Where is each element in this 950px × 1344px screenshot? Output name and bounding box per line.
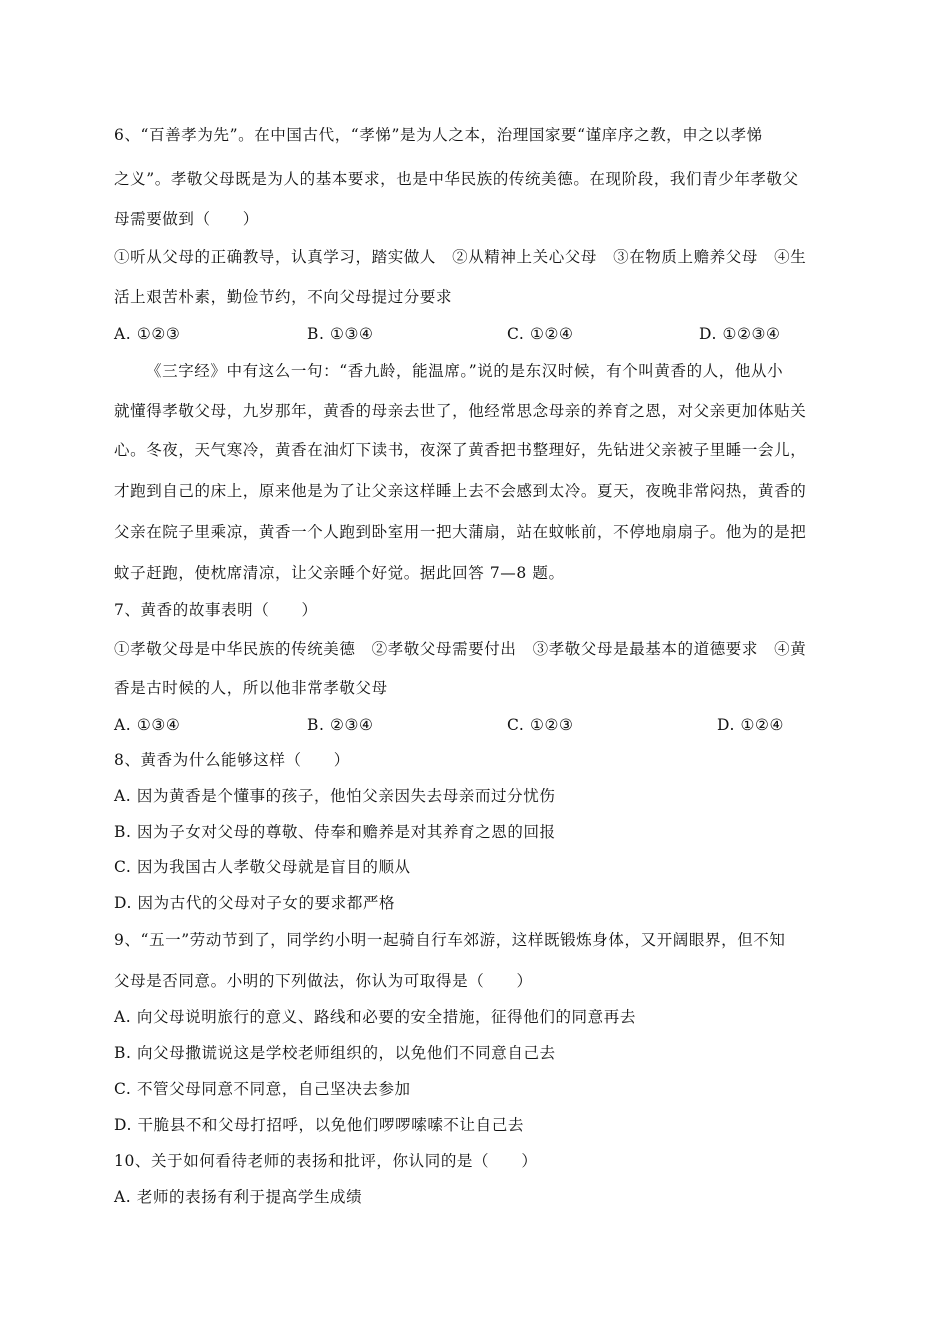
q9-option-a: A. 向父母说明旅行的意义、路线和必要的安全措施，征得他们的同意再去 [114, 1008, 636, 1026]
q9-option-b: B. 向父母撒谎说这是学校老师组织的，以免他们不同意自己去 [114, 1044, 556, 1062]
passage-line-1: 《三字经》中有这么一句：“香九龄，能温席。”说的是东汉时候，有个叫黄香的人，他从小 [146, 362, 784, 380]
q6-stem-line-3: 母需要做到（ ） [114, 210, 259, 228]
q10-option-a: A. 老师的表扬有利于提高学生成绩 [114, 1188, 363, 1206]
q8-option-d: D. 因为古代的父母对子女的要求都严格 [114, 894, 396, 912]
passage-line-3: 心。冬夜，天气寒冷，黄香在油灯下读书，夜深了黄香把书整理好，先钻进父亲被子里睡一会儿， [114, 441, 807, 459]
passage-line-5: 父亲在院子里乘凉，黄香一个人跑到卧室用一把大蒲扇，站在蚊帐前，不停地扇扇子。他为的是把 [114, 523, 807, 541]
q6-option-b: B. ①③④ [307, 325, 374, 343]
passage-line-6: 蚊子赶跑，使枕席清凉，让父亲睡个好觉。据此回答 7—8 题。 [114, 564, 565, 582]
q8-option-b: B. 因为子女对父母的尊敬、侍奉和赡养是对其养育之恩的回报 [114, 823, 556, 841]
q7-option-b: B. ②③④ [307, 716, 374, 734]
q9-option-c: C. 不管父母同意不同意，自己坚决去参加 [114, 1080, 411, 1098]
q6-option-a: A. ①②③ [114, 325, 181, 343]
q8-option-a: A. 因为黄香是个懂事的孩子，他怕父亲因失去母亲而过分忧伤 [114, 787, 556, 805]
q8-stem: 8、黄香为什么能够这样（ ） [114, 751, 350, 769]
q7-option-c: C. ①②③ [507, 716, 574, 734]
q8-option-c: C. 因为我国古人孝敬父母就是盲目的顺从 [114, 858, 411, 876]
q9-stem-line-2: 父母是否同意。小明的下列做法，你认为可取得是（ ） [114, 972, 533, 990]
q6-statements-line-1: ①听从父母的正确教导，认真学习，踏实做人 ②从精神上关心父母 ③在物质上赡养父母 ④生 [114, 248, 807, 266]
passage-line-2: 就懂得孝敬父母，九岁那年，黄香的母亲去世了，他经常思念母亲的养育之恩，对父亲更加体贴关 [114, 402, 807, 420]
q7-stem: 7、黄香的故事表明（ ） [114, 601, 318, 619]
q10-stem: 10、关于如何看待老师的表扬和批评，你认同的是（ ） [114, 1152, 538, 1170]
passage-line-4: 才跑到自己的床上，原来他是为了让父亲这样睡上去不会感到太冷。夏天，夜晚非常闷热，黄香的 [114, 482, 807, 500]
q7-option-d: D. ①②④ [717, 716, 785, 734]
q7-option-a: A. ①③④ [114, 716, 181, 734]
q7-statements-line-1: ①孝敬父母是中华民族的传统美德 ②孝敬父母需要付出 ③孝敬父母是最基本的道德要求 ④黄 [114, 640, 807, 658]
q6-stem-line-2: 之义”。孝敬父母既是为人的基本要求，也是中华民族的传统美德。在现阶段，我们青少年孝敬父 [114, 170, 799, 188]
q6-stem-line-1: 6、“百善孝为先”。在中国古代，“孝悌”是为人之本，治理国家要“谨庠序之教，申之以孝悌 [114, 126, 763, 144]
q7-statements-line-2: 香是古时候的人，所以他非常孝敬父母 [114, 679, 388, 697]
q9-option-d: D. 干脆县不和父母打招呼，以免他们啰啰嗦嗦不让自己去 [114, 1116, 524, 1134]
q9-stem-line-1: 9、“五一”劳动节到了，同学约小明一起骑自行车郊游，这样既锻炼身体，又开阔眼界，但不知 [114, 931, 786, 949]
q6-statements-line-2: 活上艰苦朴素，勤俭节约，不向父母提过分要求 [114, 288, 453, 306]
q6-option-d: D. ①②③④ [699, 325, 781, 343]
q6-option-c: C. ①②④ [507, 325, 574, 343]
